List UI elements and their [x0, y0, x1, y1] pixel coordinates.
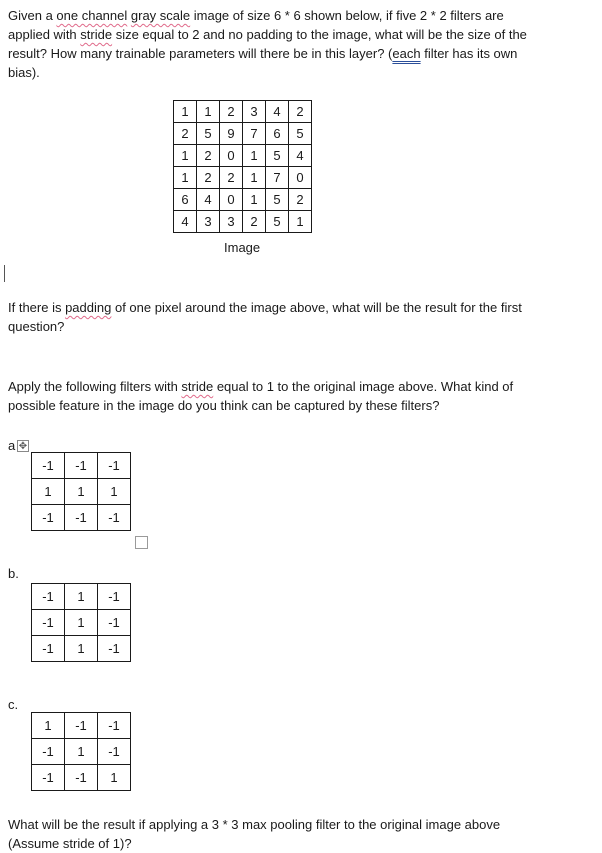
matrix-cell: 0: [220, 145, 243, 167]
matrix-cell: 5: [266, 145, 289, 167]
matrix-cell: 0: [220, 189, 243, 211]
matrix-cell: 2: [220, 167, 243, 189]
matrix-cell: 3: [220, 211, 243, 233]
filter-a-table: [31, 452, 131, 531]
matrix-cell: 1: [243, 189, 266, 211]
matrix-cell: 5: [266, 189, 289, 211]
matrix-cell: 2: [289, 101, 312, 123]
move-handle-icon[interactable]: ✥: [18, 441, 28, 452]
matrix-cell: 7: [243, 123, 266, 145]
matrix-cell: 0: [289, 167, 312, 189]
matrix-cell: 1: [32, 713, 65, 739]
table-resize-handle-icon[interactable]: [135, 536, 148, 549]
matrix-row: [174, 189, 312, 211]
matrix-cell: 9: [220, 123, 243, 145]
filter-b-label: b.: [8, 566, 19, 581]
matrix-cell: -1: [98, 636, 131, 662]
matrix-cell: 4: [289, 145, 312, 167]
matrix-cell: 2: [243, 211, 266, 233]
matrix-row: [32, 453, 131, 479]
matrix-cell: -1: [32, 453, 65, 479]
matrix-row: [32, 713, 131, 739]
filter-b-table: [31, 583, 131, 662]
question-3: Apply the following filters with stride equal to 1 to the original image above. What kind of possible feature in the image do you think can be captured by these filters?: [8, 379, 514, 413]
matrix-cell: 1: [174, 145, 197, 167]
matrix-cell: 3: [243, 101, 266, 123]
matrix-row: [32, 505, 131, 531]
matrix-cell: -1: [65, 765, 98, 791]
text-cursor: [4, 265, 5, 282]
matrix-cell: 2: [197, 167, 220, 189]
matrix-cell: 1: [243, 145, 266, 167]
matrix-cell: 1: [65, 610, 98, 636]
filter-c-table: [31, 712, 131, 791]
matrix-cell: 1: [65, 636, 98, 662]
matrix-cell: -1: [32, 505, 65, 531]
matrix-cell: -1: [98, 505, 131, 531]
question-2: If there is padding of one pixel around the image above, what will be the result for the first question?: [8, 300, 522, 334]
question-4: What will be the result if applying a 3 * 3 max pooling filter to the original image above (Assume stride of 1)?: [8, 817, 501, 851]
matrix-cell: -1: [98, 453, 131, 479]
matrix-row: [174, 211, 312, 233]
matrix-cell: 1: [289, 211, 312, 233]
matrix-cell: 1: [65, 584, 98, 610]
matrix-row: [32, 636, 131, 662]
matrix-cell: 2: [289, 189, 312, 211]
filter-a-label: a: [8, 438, 16, 453]
matrix-cell: -1: [32, 584, 65, 610]
matrix-cell: 4: [197, 189, 220, 211]
image-caption: Image: [224, 240, 261, 255]
image-matrix-table: [173, 100, 312, 233]
matrix-row: [174, 123, 312, 145]
matrix-row: [32, 584, 131, 610]
matrix-cell: -1: [98, 610, 131, 636]
matrix-cell: -1: [65, 453, 98, 479]
matrix-cell: -1: [98, 713, 131, 739]
matrix-row: [174, 101, 312, 123]
matrix-cell: -1: [32, 610, 65, 636]
matrix-cell: 1: [174, 167, 197, 189]
matrix-cell: 1: [197, 101, 220, 123]
matrix-cell: 1: [98, 479, 131, 505]
matrix-cell: 5: [266, 211, 289, 233]
matrix-cell: 5: [289, 123, 312, 145]
matrix-cell: -1: [32, 765, 65, 791]
matrix-row: [174, 145, 312, 167]
matrix-cell: 2: [220, 101, 243, 123]
matrix-cell: 2: [197, 145, 220, 167]
matrix-row: [32, 739, 131, 765]
matrix-cell: 1: [65, 479, 98, 505]
matrix-row: [32, 610, 131, 636]
matrix-cell: 1: [65, 739, 98, 765]
matrix-cell: -1: [98, 739, 131, 765]
matrix-cell: 1: [243, 167, 266, 189]
matrix-row: [174, 167, 312, 189]
matrix-cell: -1: [98, 584, 131, 610]
matrix-row: [32, 765, 131, 791]
matrix-cell: -1: [32, 739, 65, 765]
matrix-cell: 7: [266, 167, 289, 189]
matrix-cell: 6: [174, 189, 197, 211]
matrix-cell: 4: [266, 101, 289, 123]
question-1: Given a one channel gray scale image of size 6 * 6 shown below, if five 2 * 2 filters are applied with stride size equal to 2 and no padding to the image, what will be the size of the result? How many trainable parameters will there be in this layer? (each filter has its own bias).: [8, 8, 527, 80]
matrix-row: [32, 479, 131, 505]
matrix-cell: 1: [32, 479, 65, 505]
matrix-cell: 3: [197, 211, 220, 233]
matrix-cell: 2: [174, 123, 197, 145]
matrix-cell: -1: [65, 713, 98, 739]
matrix-cell: 5: [197, 123, 220, 145]
matrix-cell: 6: [266, 123, 289, 145]
matrix-cell: -1: [32, 636, 65, 662]
matrix-cell: 1: [98, 765, 131, 791]
matrix-cell: -1: [65, 505, 98, 531]
filter-c-label: c.: [8, 697, 19, 712]
matrix-cell: 1: [174, 101, 197, 123]
matrix-cell: 4: [174, 211, 197, 233]
